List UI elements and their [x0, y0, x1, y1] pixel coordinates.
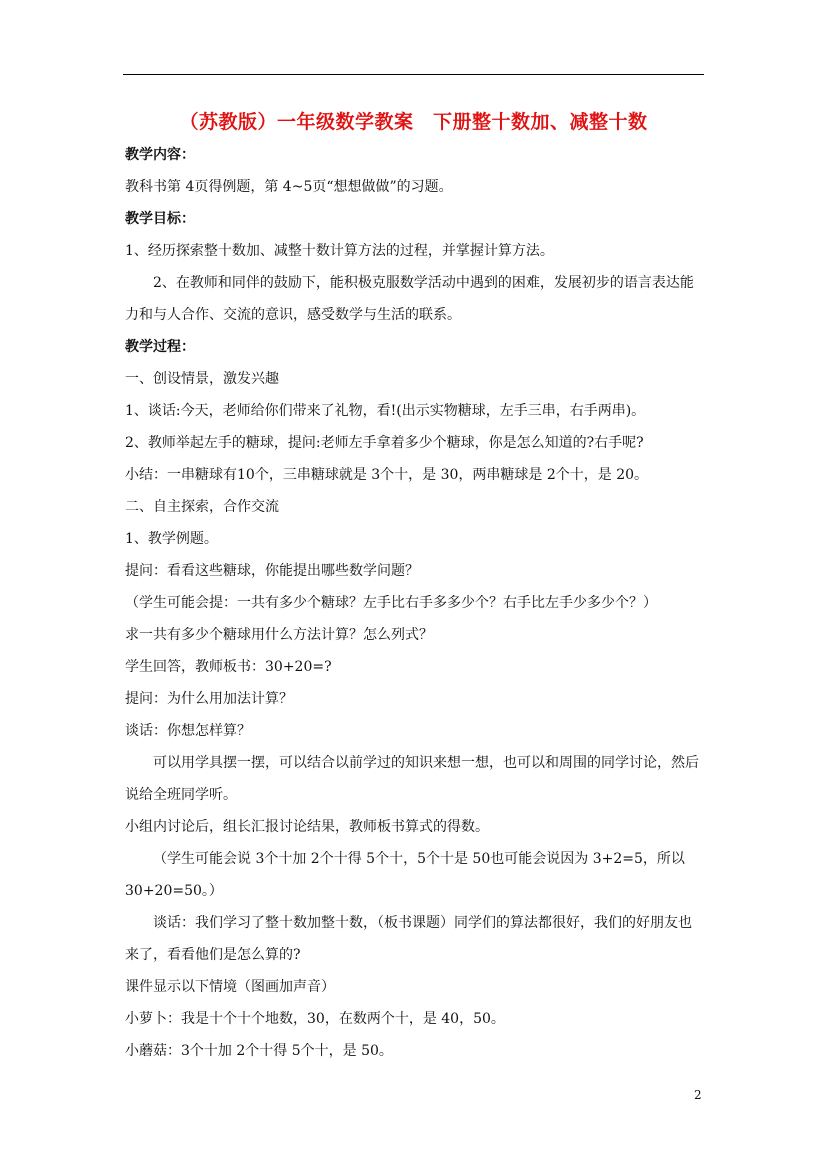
paragraph: 谈话：你想怎样算？	[125, 723, 251, 739]
paragraph: （学生可能会说 3个十加 2个十得 5个十，5个十是 50也可能会说因为 3+2=5，所以 30+20=50。）	[125, 851, 685, 899]
document-title: （苏教版）一年级数学教案 下册整十数加、减整十数	[179, 111, 648, 133]
paragraph: 2、教师举起左手的糖球，提问:老师左手拿着多少个糖球，你是怎么知道的?右手呢?	[125, 435, 644, 451]
paragraph: 小蘑菇：3个十加 2个十得 5个十，是 50。	[125, 1043, 393, 1059]
header-rule	[123, 74, 704, 75]
paragraph: 小组内讨论后，组长汇报讨论结果，教师板书算式的得数。	[125, 819, 489, 835]
page-number: 2	[694, 1088, 702, 1102]
paragraph: 1、谈话:今天，老师给你们带来了礼物，看!(出示实物糖球，左手三串，右手两串)。	[125, 403, 646, 419]
paragraph: 教科书第 4页得例题，第 4~5页“想想做做”的习题。	[125, 179, 453, 195]
paragraph: 谈话：我们学习了整十数加整十数，（板书课题）同学们的算法都很好，我们的好朋友也来了，看看他们是怎么算的?	[125, 915, 692, 963]
paragraph: 2、在教师和同伴的鼓励下，能积极克服数学活动中遇到的困难，发展初步的语言表达能力和与人合作、交流的意识，感受数学与生活的联系。	[125, 275, 694, 323]
section-heading: 一、创设情景，激发兴趣	[125, 371, 279, 387]
heading-teaching-goals: 教学目标：	[125, 211, 195, 227]
paragraph: 求一共有多少个糖球用什么方法计算？怎么列式？	[125, 627, 433, 643]
paragraph: 课件显示以下情境（图画加声音）	[125, 979, 335, 995]
paragraph: 可以用学具摆一摆，可以结合以前学过的知识来想一想，也可以和周围的同学讨论，然后说给全班同学听。	[125, 755, 699, 803]
heading-teaching-content: 教学内容：	[125, 147, 195, 163]
paragraph: 提问：为什么用加法计算？	[125, 691, 293, 707]
paragraph: （学生可能会提：一共有多少个糖球？左手比右手多多少个？右手比左手少多少个？）	[125, 595, 657, 611]
section-heading: 二、自主探索，合作交流	[125, 499, 279, 515]
paragraph: 小萝卜：我是十个十个地数，30，在数两个十，是 40，50。	[125, 1011, 505, 1027]
heading-teaching-process: 教学过程：	[125, 339, 195, 355]
paragraph: 学生回答，教师板书：30+20=?	[125, 659, 332, 675]
paragraph: 小结：一串糖球有10个，三串糖球就是 3个十，是 30，两串糖球是 2个十，是 20。	[125, 467, 649, 483]
paragraph: 1、教学例题。	[125, 531, 218, 547]
paragraph: 提问：看看这些糖球，你能提出哪些数学问题？	[125, 563, 419, 579]
paragraph: 1、经历探索整十数加、减整十数计算方法的过程，并掌握计算方法。	[125, 243, 554, 259]
